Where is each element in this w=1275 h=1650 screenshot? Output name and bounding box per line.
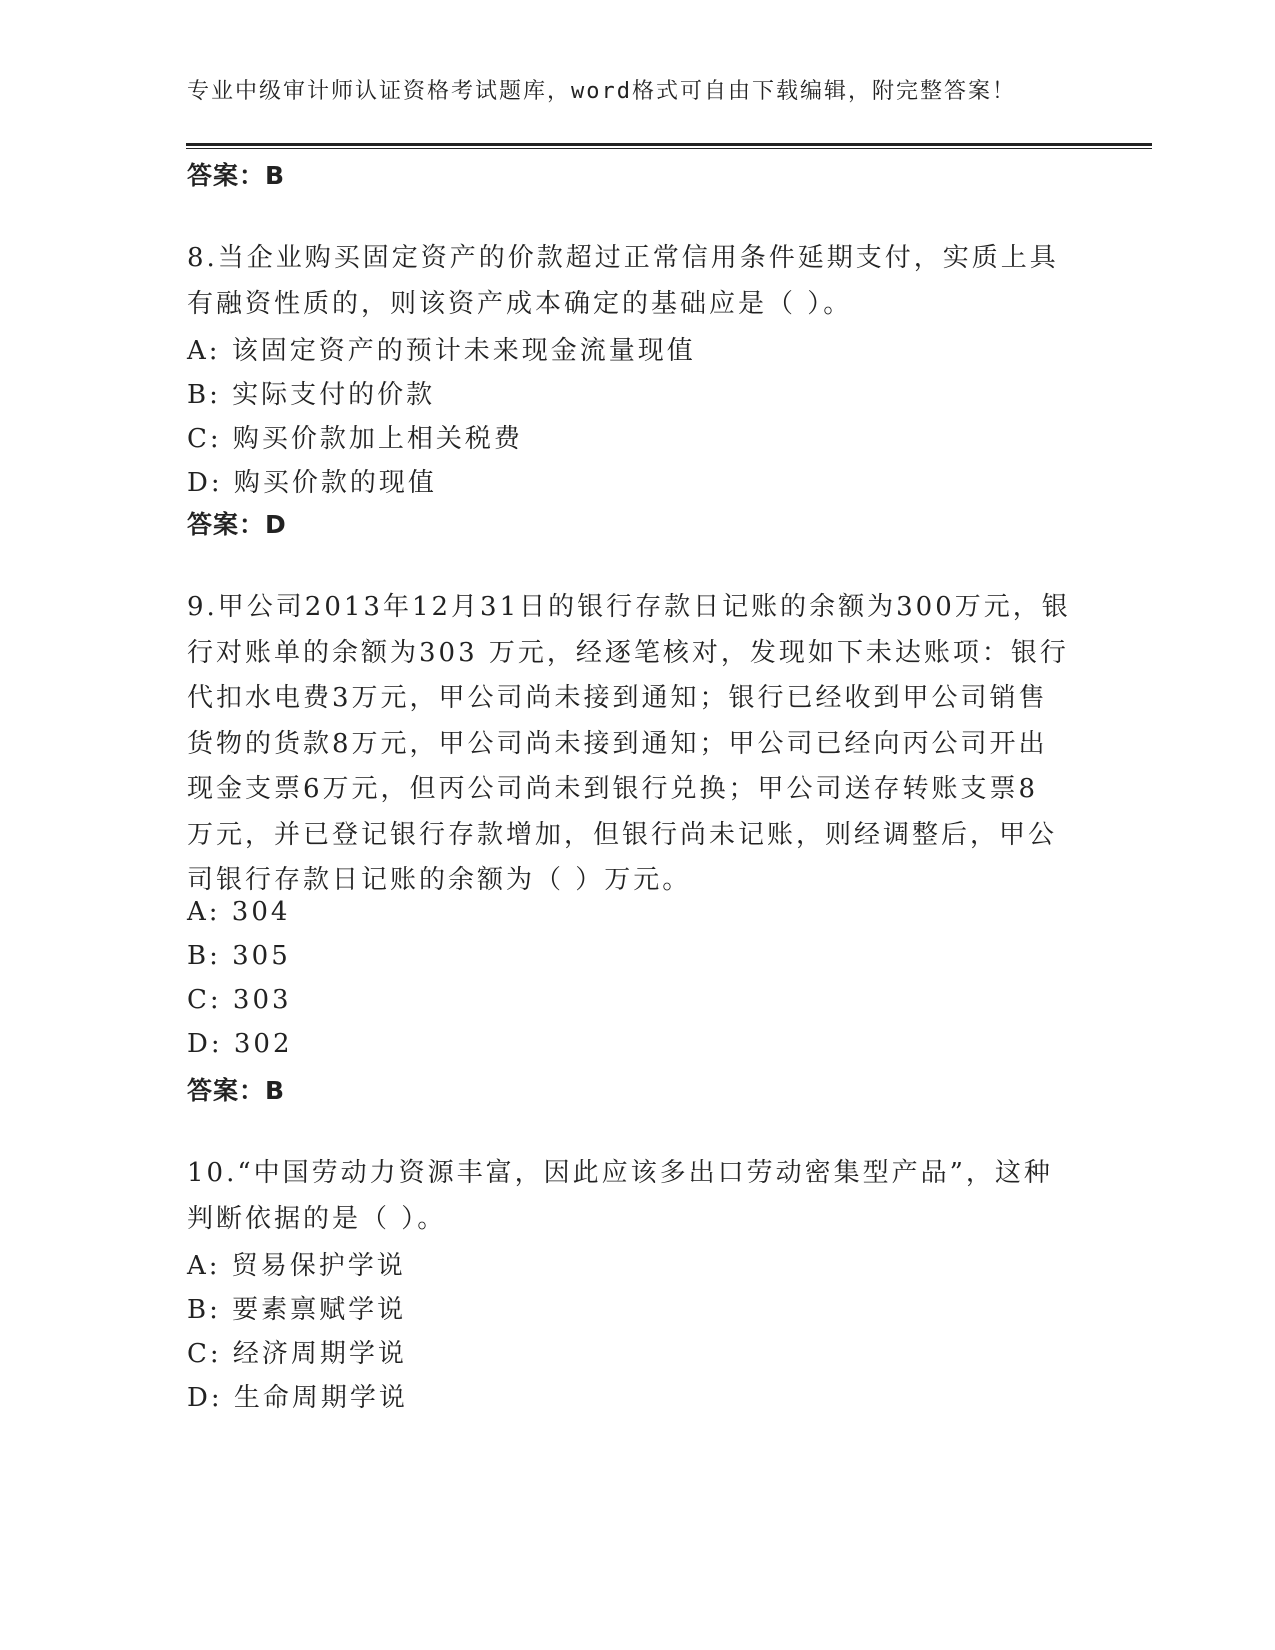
- option-d: D: 生命周期学说: [187, 1383, 408, 1413]
- question-text-line: 现金支票6万元，但丙公司尚未到银行兑换；甲公司送存转账支票8: [187, 774, 1039, 804]
- question-text-line: 有融资性质的，则该资产成本确定的基础应是（ ）。: [187, 288, 853, 319]
- option-a: A: 304: [187, 897, 291, 927]
- question-text-line: 判断依据的是（ ）。: [187, 1203, 447, 1234]
- question-text-line: 10.“中国劳动力资源丰富，因此应该多出口劳动密集型产品”，这种: [187, 1158, 1053, 1188]
- question-text-line: 货物的货款8万元，甲公司尚未接到通知；甲公司已经向丙公司开出: [187, 728, 1048, 759]
- question-text-line: 万元，并已登记银行存款增加，但银行尚未记账，则经调整后，甲公: [187, 819, 1058, 850]
- option-c: C: 经济周期学说: [187, 1339, 407, 1369]
- question-9: [187, 585, 1087, 904]
- option-c: C: 303: [187, 985, 292, 1015]
- question-8: [187, 236, 1087, 327]
- question-text-line: 司银行存款日记账的余额为（ ）万元。: [187, 865, 692, 895]
- option-d: D: 302: [187, 1029, 293, 1059]
- option-a: A: 贸易保护学说: [187, 1251, 406, 1281]
- answer-line: 答案：B: [187, 1076, 286, 1105]
- option-b: B: 305: [187, 941, 291, 971]
- option-d: D: 购买价款的现值: [187, 468, 437, 498]
- question-text-line: 8.当企业购买固定资产的价款超过正常信用条件延期支付，实质上具: [187, 243, 1059, 273]
- answer-line: 答案：D: [187, 510, 287, 539]
- option-a: A: 该固定资产的预计未来现金流量现值: [187, 336, 696, 366]
- option-b: B: 要素禀赋学说: [187, 1295, 407, 1325]
- question-text-line: 代扣水电费3万元，甲公司尚未接到通知；银行已经收到甲公司销售: [187, 683, 1048, 713]
- option-c: C: 购买价款加上相关税费: [187, 424, 523, 454]
- header-rule-thin: [186, 148, 1152, 149]
- question-10: [187, 1151, 1087, 1242]
- option-b: B: 实际支付的价款: [187, 380, 436, 410]
- page-header: 专业中级审计师认证资格考试题库，word格式可自由下载编辑，附完整答案！: [187, 79, 1016, 104]
- question-text-line: 9.甲公司2013年12月31日的银行存款日记账的余额为300万元，银: [187, 592, 1071, 622]
- question-text-line: 行对账单的余额为303 万元，经逐笔核对，发现如下未达账项：银行: [187, 637, 1069, 668]
- header-rule-thick: [186, 143, 1152, 146]
- answer-line: 答案：B: [187, 161, 286, 190]
